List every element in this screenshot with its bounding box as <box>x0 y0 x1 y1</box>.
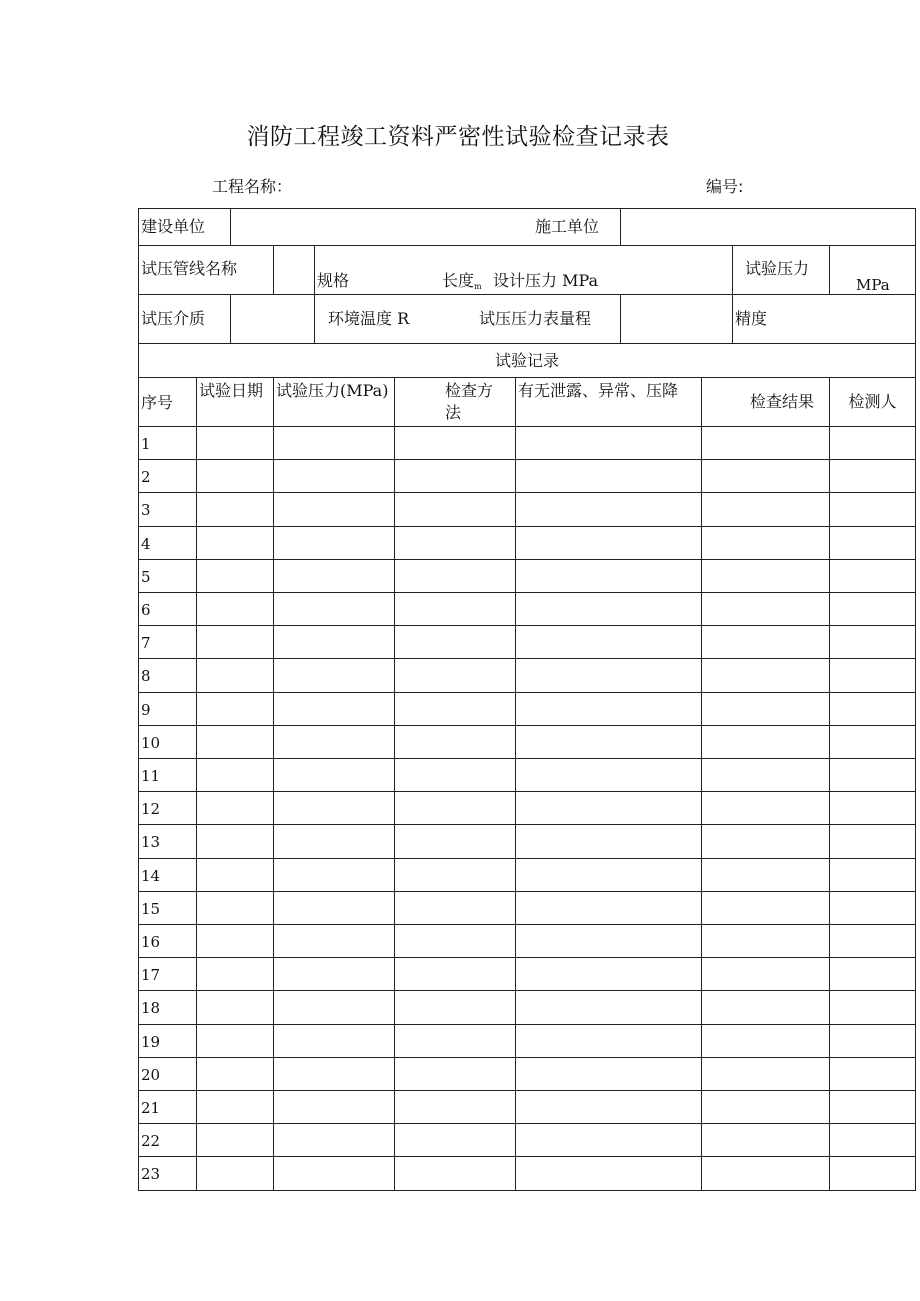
row-index: 18 <box>138 990 197 1025</box>
pipeline-name-value[interactable] <box>273 245 315 295</box>
row-leak-anomaly[interactable] <box>515 625 702 659</box>
row-test-pressure[interactable] <box>273 1123 395 1157</box>
row-leak-anomaly[interactable] <box>515 426 702 460</box>
spec-label: 规格 <box>317 271 350 290</box>
row-test-pressure[interactable] <box>273 758 395 792</box>
construction-unit-label: 建设单位 <box>138 208 231 246</box>
row-index: 12 <box>138 791 197 825</box>
row-inspector[interactable] <box>829 526 916 560</box>
row-test-pressure[interactable] <box>273 658 395 693</box>
row-index: 3 <box>138 492 197 527</box>
row-test-date[interactable] <box>196 1123 274 1157</box>
row-test-pressure[interactable] <box>273 891 395 925</box>
row-test-pressure[interactable] <box>273 426 395 460</box>
row-test-pressure[interactable] <box>273 858 395 892</box>
row-inspection-method[interactable] <box>394 492 516 527</box>
row-leak-anomaly[interactable] <box>515 758 702 792</box>
row-inspector[interactable] <box>829 592 916 626</box>
row-leak-anomaly[interactable] <box>515 924 702 958</box>
row-inspection-method[interactable] <box>394 1024 516 1058</box>
row-test-date[interactable] <box>196 492 274 527</box>
row-test-date[interactable] <box>196 725 274 759</box>
row-inspection-method[interactable] <box>394 459 516 493</box>
row-inspection-result[interactable] <box>701 858 830 892</box>
row-inspection-method[interactable] <box>394 526 516 560</box>
row-inspector[interactable] <box>829 858 916 892</box>
row-leak-anomaly[interactable] <box>515 1156 702 1191</box>
row-inspector[interactable] <box>829 957 916 991</box>
spec-length-design-cell <box>314 245 733 295</box>
test-pressure-value[interactable] <box>829 245 916 295</box>
row-inspector[interactable] <box>829 924 916 958</box>
row-index: 21 <box>138 1090 197 1124</box>
design-pressure-label: 设计压力 MPa <box>493 271 599 290</box>
row-leak-anomaly[interactable] <box>515 492 702 527</box>
row-inspector[interactable] <box>829 725 916 759</box>
row-leak-anomaly[interactable] <box>515 1057 702 1091</box>
gauge-range-label: 试压压力表量程 <box>479 309 592 328</box>
row-leak-anomaly[interactable] <box>515 858 702 892</box>
row-inspection-result[interactable] <box>701 990 830 1025</box>
row-test-pressure[interactable] <box>273 1057 395 1091</box>
row-inspector[interactable] <box>829 658 916 693</box>
row-test-date[interactable] <box>196 758 274 792</box>
gauge-range-value[interactable] <box>620 294 733 344</box>
row-inspector[interactable] <box>829 492 916 527</box>
row-index: 11 <box>138 758 197 792</box>
test-record-section-title: 试验记录 <box>138 343 916 378</box>
row-inspection-method[interactable] <box>394 1090 516 1124</box>
row-test-pressure[interactable] <box>273 824 395 859</box>
row-leak-anomaly[interactable] <box>515 1024 702 1058</box>
row-inspection-method[interactable] <box>394 957 516 991</box>
row-inspection-result[interactable] <box>701 426 830 460</box>
contractor-unit-label: 施工单位 <box>514 208 621 246</box>
row-inspection-result[interactable] <box>701 658 830 693</box>
precision-label: 精度 <box>732 294 916 344</box>
row-inspector[interactable] <box>829 1123 916 1157</box>
row-test-pressure[interactable] <box>273 625 395 659</box>
row-inspection-method[interactable] <box>394 725 516 759</box>
row-test-pressure[interactable] <box>273 559 395 593</box>
row-inspection-method[interactable] <box>394 824 516 859</box>
row-test-pressure[interactable] <box>273 592 395 626</box>
row-test-date[interactable] <box>196 526 274 560</box>
row-inspector[interactable] <box>829 791 916 825</box>
row-inspection-result[interactable] <box>701 625 830 659</box>
row-leak-anomaly[interactable] <box>515 658 702 693</box>
row-index: 17 <box>138 957 197 991</box>
row-inspection-method[interactable] <box>394 990 516 1025</box>
row-test-date[interactable] <box>196 791 274 825</box>
row-inspection-result[interactable] <box>701 725 830 759</box>
row-leak-anomaly[interactable] <box>515 692 702 726</box>
row-leak-anomaly[interactable] <box>515 957 702 991</box>
row-inspection-method[interactable] <box>394 559 516 593</box>
row-inspection-method[interactable] <box>394 924 516 958</box>
row-test-pressure[interactable] <box>273 725 395 759</box>
row-inspector[interactable] <box>829 758 916 792</box>
row-leak-anomaly[interactable] <box>515 990 702 1025</box>
row-test-date[interactable] <box>196 559 274 593</box>
row-test-date[interactable] <box>196 1156 274 1191</box>
row-test-date[interactable] <box>196 1024 274 1058</box>
row-inspection-method[interactable] <box>394 1156 516 1191</box>
test-medium-label: 试压介质 <box>138 294 231 344</box>
row-test-pressure[interactable] <box>273 990 395 1025</box>
row-inspection-method[interactable] <box>394 1057 516 1091</box>
row-inspector[interactable] <box>829 559 916 593</box>
row-index: 20 <box>138 1057 197 1091</box>
row-leak-anomaly[interactable] <box>515 592 702 626</box>
length-unit: m <box>474 282 482 291</box>
col-header-test-date: 试验日期 <box>196 377 274 427</box>
row-inspector[interactable] <box>829 692 916 726</box>
row-inspection-result[interactable] <box>701 1090 830 1124</box>
row-inspector[interactable] <box>829 990 916 1025</box>
row-inspection-method[interactable] <box>394 791 516 825</box>
row-index: 10 <box>138 725 197 759</box>
row-inspection-result[interactable] <box>701 526 830 560</box>
row-index: 2 <box>138 459 197 493</box>
col-header-inspection-result: 检查结果 <box>701 377 830 427</box>
row-test-pressure[interactable] <box>273 526 395 560</box>
row-inspection-result[interactable] <box>701 692 830 726</box>
row-test-pressure[interactable] <box>273 692 395 726</box>
row-inspection-result[interactable] <box>701 1156 830 1191</box>
row-leak-anomaly[interactable] <box>515 891 702 925</box>
row-test-date[interactable] <box>196 459 274 493</box>
row-inspection-result[interactable] <box>701 791 830 825</box>
row-inspector[interactable] <box>829 824 916 859</box>
row-test-date[interactable] <box>196 924 274 958</box>
row-leak-anomaly[interactable] <box>515 824 702 859</box>
row-test-date[interactable] <box>196 592 274 626</box>
row-inspection-result[interactable] <box>701 1123 830 1157</box>
row-index: 4 <box>138 526 197 560</box>
row-inspection-result[interactable] <box>701 559 830 593</box>
row-leak-anomaly[interactable] <box>515 559 702 593</box>
col-header-test-pressure: 试验压力(MPa) <box>273 377 395 427</box>
row-test-date[interactable] <box>196 658 274 693</box>
row-leak-anomaly[interactable] <box>515 459 702 493</box>
project-name-label: 工程名称： <box>212 177 293 196</box>
row-test-pressure[interactable] <box>273 1156 395 1191</box>
col-header-index: 序号 <box>138 377 197 427</box>
row-test-date[interactable] <box>196 891 274 925</box>
row-inspection-result[interactable] <box>701 1057 830 1091</box>
row-test-date[interactable] <box>196 625 274 659</box>
col-header-leak-anomaly: 有无泄露、异常、压降 <box>515 377 702 427</box>
row-inspection-method[interactable] <box>394 891 516 925</box>
row-test-date[interactable] <box>196 692 274 726</box>
env-temp-label: 环境温度 R <box>328 309 410 328</box>
test-medium-value[interactable] <box>230 294 315 344</box>
row-test-pressure[interactable] <box>273 1090 395 1124</box>
test-pressure-unit: MPa <box>856 276 890 294</box>
row-inspection-result[interactable] <box>701 592 830 626</box>
row-inspector[interactable] <box>829 1057 916 1091</box>
row-test-pressure[interactable] <box>273 492 395 527</box>
row-inspector[interactable] <box>829 1024 916 1058</box>
row-index: 5 <box>138 559 197 593</box>
document-code-label: 编号: <box>706 177 744 196</box>
row-inspection-method[interactable] <box>394 858 516 892</box>
row-inspection-result[interactable] <box>701 459 830 493</box>
row-index: 22 <box>138 1123 197 1157</box>
col-header-inspection-method: 检查方法 <box>394 377 516 427</box>
row-inspector[interactable] <box>829 426 916 460</box>
row-inspector[interactable] <box>829 891 916 925</box>
row-index: 1 <box>138 426 197 460</box>
contractor-unit-value[interactable] <box>620 208 916 246</box>
row-index: 9 <box>138 692 197 726</box>
row-inspection-result[interactable] <box>701 1024 830 1058</box>
row-index: 6 <box>138 592 197 626</box>
row-test-date[interactable] <box>196 990 274 1025</box>
row-inspector[interactable] <box>829 459 916 493</box>
row-inspection-result[interactable] <box>701 891 830 925</box>
row-inspection-method[interactable] <box>394 625 516 659</box>
row-inspector[interactable] <box>829 625 916 659</box>
pipeline-name-label: 试压管线名称 <box>138 245 274 295</box>
row-inspection-method[interactable] <box>394 758 516 792</box>
inspection-record-table <box>138 208 916 1190</box>
row-inspection-method[interactable] <box>394 426 516 460</box>
row-test-pressure[interactable] <box>273 459 395 493</box>
row-index: 14 <box>138 858 197 892</box>
row-index: 7 <box>138 625 197 659</box>
test-pressure-label: 试验压力 <box>732 245 830 295</box>
row-index: 8 <box>138 658 197 693</box>
row-test-pressure[interactable] <box>273 924 395 958</box>
row-inspection-result[interactable] <box>701 824 830 859</box>
row-inspection-method[interactable] <box>394 1123 516 1157</box>
document-title: 消防工程竣工资料严密性试验检查记录表 <box>246 124 670 150</box>
row-leak-anomaly[interactable] <box>515 526 702 560</box>
row-index: 13 <box>138 824 197 859</box>
row-test-pressure[interactable] <box>273 1024 395 1058</box>
row-index: 15 <box>138 891 197 925</box>
row-leak-anomaly[interactable] <box>515 725 702 759</box>
row-index: 19 <box>138 1024 197 1058</box>
row-test-date[interactable] <box>196 824 274 859</box>
row-inspector[interactable] <box>829 1090 916 1124</box>
row-test-date[interactable] <box>196 858 274 892</box>
env-temp-gauge-cell <box>314 294 621 344</box>
row-leak-anomaly[interactable] <box>515 791 702 825</box>
col-header-inspector: 检测人 <box>829 377 916 427</box>
row-test-date[interactable] <box>196 1090 274 1124</box>
row-index: 23 <box>138 1156 197 1191</box>
row-inspection-result[interactable] <box>701 758 830 792</box>
row-test-pressure[interactable] <box>273 791 395 825</box>
row-inspection-result[interactable] <box>701 924 830 958</box>
row-inspection-result[interactable] <box>701 492 830 527</box>
length-label: 长度m <box>442 271 482 291</box>
row-inspection-method[interactable] <box>394 658 516 693</box>
row-inspection-method[interactable] <box>394 592 516 626</box>
row-index: 16 <box>138 924 197 958</box>
row-test-date[interactable] <box>196 957 274 991</box>
row-test-pressure[interactable] <box>273 957 395 991</box>
row-test-date[interactable] <box>196 1057 274 1091</box>
row-leak-anomaly[interactable] <box>515 1123 702 1157</box>
row-leak-anomaly[interactable] <box>515 1090 702 1124</box>
row-inspection-method[interactable] <box>394 692 516 726</box>
row-inspection-result[interactable] <box>701 957 830 991</box>
row-inspector[interactable] <box>829 1156 916 1191</box>
row-test-date[interactable] <box>196 426 274 460</box>
